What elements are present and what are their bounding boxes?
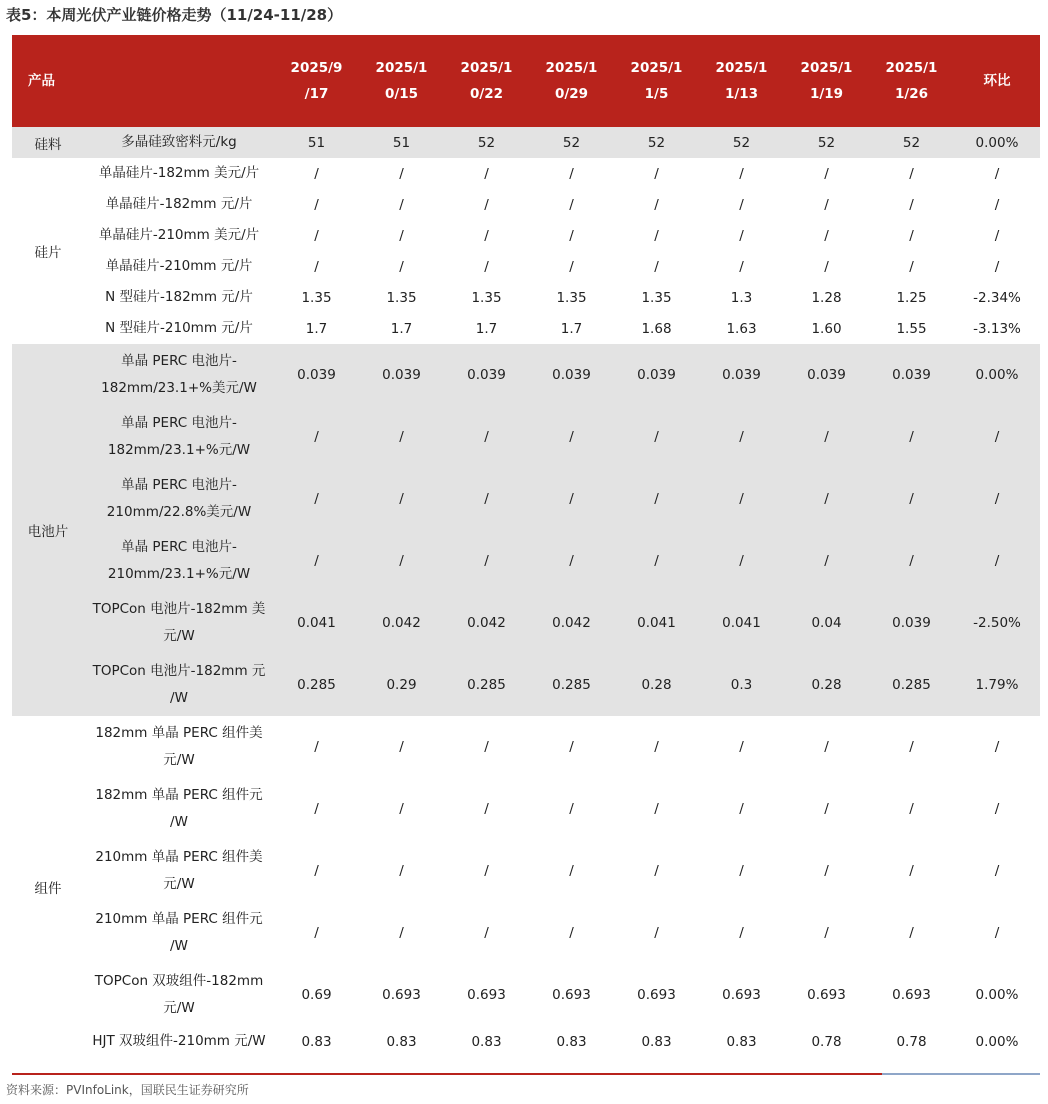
price-cell: 0.693 [784,964,869,1026]
change-cell: 0.00% [954,964,1040,1026]
header-date-line: 1/26 [894,86,929,102]
price-cell: / [529,468,614,530]
header-date-line: 2025/1 [885,60,938,76]
product-name-cell [84,964,274,1026]
category-cell: 电池片 [12,344,84,716]
header-date-line: 0/15 [384,86,419,102]
price-cell: / [274,220,359,251]
category-cell: 组件 [12,716,84,1057]
price-cell: / [444,189,529,220]
price-cell: / [614,468,699,530]
price-cell: / [359,902,444,964]
table-row [12,406,1040,468]
price-cell: / [784,468,869,530]
price-cell: / [274,530,359,592]
header-date-line: 1/13 [724,86,759,102]
change-cell: / [954,778,1040,840]
price-cell: 0.041 [274,592,359,654]
price-cell: 0.039 [529,344,614,406]
price-cell: 51 [359,127,444,158]
product-name-line: TOPCon 双玻组件-182mm [94,973,264,989]
price-cell: 0.83 [614,1026,699,1057]
table-row [12,530,1040,592]
price-cell: / [529,778,614,840]
price-cell: 1.35 [529,282,614,313]
price-cell: / [274,158,359,189]
price-cell: / [274,251,359,282]
table-row [12,716,1040,778]
price-cell: 1.3 [699,282,784,313]
product-name-line: /W [170,690,188,706]
price-cell: 0.039 [784,344,869,406]
table-row [12,189,1040,220]
price-cell: / [444,468,529,530]
table-bottom-rule [12,1073,1040,1075]
price-cell: 52 [699,127,784,158]
header-date-line: 2025/1 [545,60,598,76]
change-cell: / [954,716,1040,778]
price-cell: 0.04 [784,592,869,654]
table-row [12,251,1040,282]
header-date [359,35,444,127]
price-cell: / [359,840,444,902]
change-cell: / [954,530,1040,592]
price-cell: 52 [869,127,954,158]
header-date-line: 2025/1 [800,60,853,76]
price-cell: 1.7 [359,313,444,344]
price-cell: / [529,158,614,189]
price-cell: / [359,158,444,189]
price-cell: / [614,778,699,840]
price-cell: / [529,251,614,282]
product-name-line: 单晶硅片-182mm 美元/片 [98,165,260,181]
price-cell: 0.693 [614,964,699,1026]
price-cell: / [869,220,954,251]
change-cell: / [954,158,1040,189]
price-cell: 1.68 [614,313,699,344]
price-cell: / [274,406,359,468]
price-cell: / [529,189,614,220]
table-body [12,127,1040,1057]
source-note: 资料来源：PVInfoLink，国联民生证券研究所 [6,1083,249,1097]
price-cell: / [444,251,529,282]
product-name-cell [84,189,274,220]
price-cell: / [784,251,869,282]
price-cell: / [444,716,529,778]
table-row [12,127,1040,158]
price-cell: / [274,840,359,902]
price-cell: / [529,902,614,964]
table-row [12,158,1040,189]
price-cell: 1.7 [529,313,614,344]
product-name-line: 单晶 PERC 电池片- [121,539,237,555]
table-row [12,468,1040,530]
price-cell: 0.28 [614,654,699,716]
price-cell: / [614,530,699,592]
product-name-line: 210mm 单晶 PERC 组件元 [95,911,263,927]
header-date [614,35,699,127]
price-cell: 0.693 [359,964,444,1026]
price-cell: / [869,716,954,778]
price-cell: / [614,220,699,251]
price-cell: 0.693 [869,964,954,1026]
price-cell: / [614,840,699,902]
product-name-line: 210mm 单晶 PERC 组件美 [95,849,263,865]
header-date-line: 2025/1 [715,60,768,76]
product-name-line: 210mm/23.1+%元/W [107,566,251,582]
price-cell: / [274,778,359,840]
price-cell: 52 [529,127,614,158]
header-date-line: 0/29 [554,86,589,102]
price-cell: 0.041 [614,592,699,654]
product-name-cell [84,282,274,313]
header-date [444,35,529,127]
price-cell: 0.78 [869,1026,954,1057]
header-date-line: 0/22 [469,86,504,102]
price-cell: / [784,716,869,778]
product-name-cell [84,1026,274,1057]
price-cell: / [869,530,954,592]
table-row [12,344,1040,406]
change-cell: -2.34% [954,282,1040,313]
price-cell: 0.039 [699,344,784,406]
change-cell: / [954,406,1040,468]
header-date [274,35,359,127]
product-name-line: 单晶硅片-182mm 元/片 [105,196,253,212]
product-name-cell [84,406,274,468]
product-name-cell [84,220,274,251]
price-cell: / [699,840,784,902]
header-date-line: 2025/9 [290,60,343,76]
price-cell: 0.28 [784,654,869,716]
product-name-cell [84,654,274,716]
price-cell: / [359,716,444,778]
price-cell: 0.039 [274,344,359,406]
header-date-line: 2025/1 [630,60,683,76]
price-cell: / [869,902,954,964]
price-cell: 1.7 [274,313,359,344]
price-cell: / [614,189,699,220]
product-name-line: 单晶硅片-210mm 元/片 [105,258,253,274]
price-cell: 52 [444,127,529,158]
price-cell: / [274,902,359,964]
price-cell: / [444,220,529,251]
header-change: 环比 [954,35,1040,127]
product-name-line: 单晶 PERC 电池片- [121,477,237,493]
product-name-line: /W [170,814,188,830]
price-cell: / [699,406,784,468]
price-cell: 0.041 [699,592,784,654]
price-cell: / [529,716,614,778]
change-cell: 0.00% [954,1026,1040,1057]
price-cell: / [699,468,784,530]
price-cell: / [359,778,444,840]
price-cell: 1.35 [444,282,529,313]
price-cell: / [784,189,869,220]
price-cell: 0.039 [869,592,954,654]
price-cell: / [869,778,954,840]
table-row [12,592,1040,654]
table-row [12,778,1040,840]
price-cell: 1.35 [614,282,699,313]
price-cell: / [699,778,784,840]
change-cell: / [954,220,1040,251]
price-cell: 0.3 [699,654,784,716]
price-cell: 0.693 [529,964,614,1026]
product-name-cell [84,778,274,840]
price-cell: / [784,778,869,840]
product-name-cell [84,313,274,344]
price-cell: 0.042 [359,592,444,654]
price-cell: 0.29 [359,654,444,716]
price-cell: / [529,840,614,902]
price-cell: / [614,716,699,778]
price-cell: / [444,902,529,964]
product-name-line: 182mm/23.1+%元/W [107,442,251,458]
price-cell: / [274,716,359,778]
price-cell: 0.039 [869,344,954,406]
price-cell: / [529,220,614,251]
change-cell: / [954,189,1040,220]
price-cell: 1.60 [784,313,869,344]
product-name-line: TOPCon 电池片-182mm 元 [92,663,266,679]
price-cell: / [359,530,444,592]
price-cell: 0.285 [869,654,954,716]
price-cell: 0.83 [359,1026,444,1057]
price-cell: / [869,251,954,282]
product-name-cell [84,902,274,964]
product-name-line: /W [170,938,188,954]
product-name-line: 元/W [163,876,195,892]
price-cell: 1.7 [444,313,529,344]
price-cell: / [699,251,784,282]
price-cell: / [444,158,529,189]
change-cell: -2.50% [954,592,1040,654]
product-name-line: 多晶硅致密料元/kg [121,134,237,150]
table-row [12,1026,1040,1057]
product-name-line: 182mm 单晶 PERC 组件美 [95,725,263,741]
change-cell: 0.00% [954,127,1040,158]
price-cell: / [614,158,699,189]
price-cell: 0.693 [444,964,529,1026]
header-date-line: 1/19 [809,86,844,102]
price-cell: / [699,716,784,778]
price-cell: 0.285 [274,654,359,716]
table-header-row [12,35,1040,127]
product-name-line: 元/W [163,752,195,768]
price-cell: / [444,406,529,468]
header-date-line: 1/5 [644,86,669,102]
change-cell: / [954,468,1040,530]
change-cell: 0.00% [954,344,1040,406]
product-name-line: 182mm 单晶 PERC 组件元 [95,787,263,803]
product-name-cell [84,592,274,654]
price-cell: / [444,778,529,840]
price-cell: 0.042 [529,592,614,654]
price-cell: / [274,468,359,530]
price-cell: / [444,840,529,902]
price-cell: 1.35 [359,282,444,313]
header-date-line: 2025/1 [460,60,513,76]
change-cell: -3.13% [954,313,1040,344]
price-cell: / [784,220,869,251]
price-cell: / [869,406,954,468]
product-name-cell [84,840,274,902]
price-cell: / [444,530,529,592]
table-row [12,282,1040,313]
price-cell: 1.55 [869,313,954,344]
price-cell: 0.285 [444,654,529,716]
price-cell: / [614,406,699,468]
product-name-line: 单晶 PERC 电池片- [121,353,237,369]
price-cell: / [784,406,869,468]
table-row [12,902,1040,964]
table-title: 表5：本周光伏产业链价格走势（11/24-11/28） [6,6,343,24]
product-name-line: HJT 双玻组件-210mm 元/W [92,1033,266,1049]
table-row [12,964,1040,1026]
product-name-cell [84,468,274,530]
price-cell: 52 [614,127,699,158]
header-date [869,35,954,127]
price-cell: / [529,530,614,592]
product-name-line: 元/W [163,628,195,644]
header-date [784,35,869,127]
price-cell: 0.039 [614,344,699,406]
price-cell: 51 [274,127,359,158]
product-name-line: 210mm/22.8%美元/W [106,504,252,520]
price-cell: / [359,251,444,282]
price-cell: 52 [784,127,869,158]
price-cell: 0.285 [529,654,614,716]
category-cell: 硅料 [12,127,84,158]
category-cell: 硅片 [12,158,84,344]
price-cell: / [869,468,954,530]
price-cell: / [699,220,784,251]
product-name-line: N 型硅片-182mm 元/片 [105,289,253,305]
price-cell: 0.83 [274,1026,359,1057]
price-cell: / [784,530,869,592]
table-row [12,654,1040,716]
header-product: 产品 [12,35,274,127]
header-date [699,35,784,127]
product-name-cell [84,530,274,592]
price-cell: / [699,902,784,964]
price-cell: 0.78 [784,1026,869,1057]
price-cell: 0.039 [359,344,444,406]
header-date-line: 2025/1 [375,60,428,76]
price-cell: 0.042 [444,592,529,654]
price-cell: 1.35 [274,282,359,313]
price-cell: / [699,530,784,592]
table-row [12,313,1040,344]
price-cell: 0.693 [699,964,784,1026]
product-name-cell [84,127,274,158]
product-name-line: 元/W [163,1000,195,1016]
change-cell: / [954,251,1040,282]
price-cell: / [869,840,954,902]
table-row [12,840,1040,902]
price-cell: / [784,902,869,964]
price-cell: 0.039 [444,344,529,406]
price-cell: 1.28 [784,282,869,313]
price-cell: 0.83 [699,1026,784,1057]
product-name-line: 单晶硅片-210mm 美元/片 [98,227,260,243]
price-cell: / [699,158,784,189]
header-date [529,35,614,127]
price-cell: / [359,406,444,468]
table-row [12,220,1040,251]
product-name-line: 182mm/23.1+%美元/W [101,380,257,396]
price-cell: / [784,158,869,189]
product-name-line: 单晶 PERC 电池片- [121,415,237,431]
price-cell: / [614,251,699,282]
price-cell: 0.69 [274,964,359,1026]
product-name-line: N 型硅片-210mm 元/片 [105,320,253,336]
product-name-cell [84,716,274,778]
price-cell: / [869,158,954,189]
price-cell: / [699,189,784,220]
header-date-line: /17 [304,86,329,102]
price-table [12,35,1040,1057]
change-cell: 1.79% [954,654,1040,716]
price-cell: / [529,406,614,468]
price-cell: / [869,189,954,220]
price-cell: / [359,468,444,530]
price-cell: / [359,189,444,220]
product-name-cell [84,251,274,282]
price-cell: / [274,189,359,220]
price-cell: / [614,902,699,964]
change-cell: / [954,902,1040,964]
change-cell: / [954,840,1040,902]
price-cell: 0.83 [444,1026,529,1057]
product-name-cell [84,344,274,406]
product-name-cell [84,158,274,189]
price-cell: / [359,220,444,251]
price-cell: / [784,840,869,902]
price-cell: 0.83 [529,1026,614,1057]
price-cell: 1.63 [699,313,784,344]
product-name-line: TOPCon 电池片-182mm 美 [92,601,266,617]
price-cell: 1.25 [869,282,954,313]
